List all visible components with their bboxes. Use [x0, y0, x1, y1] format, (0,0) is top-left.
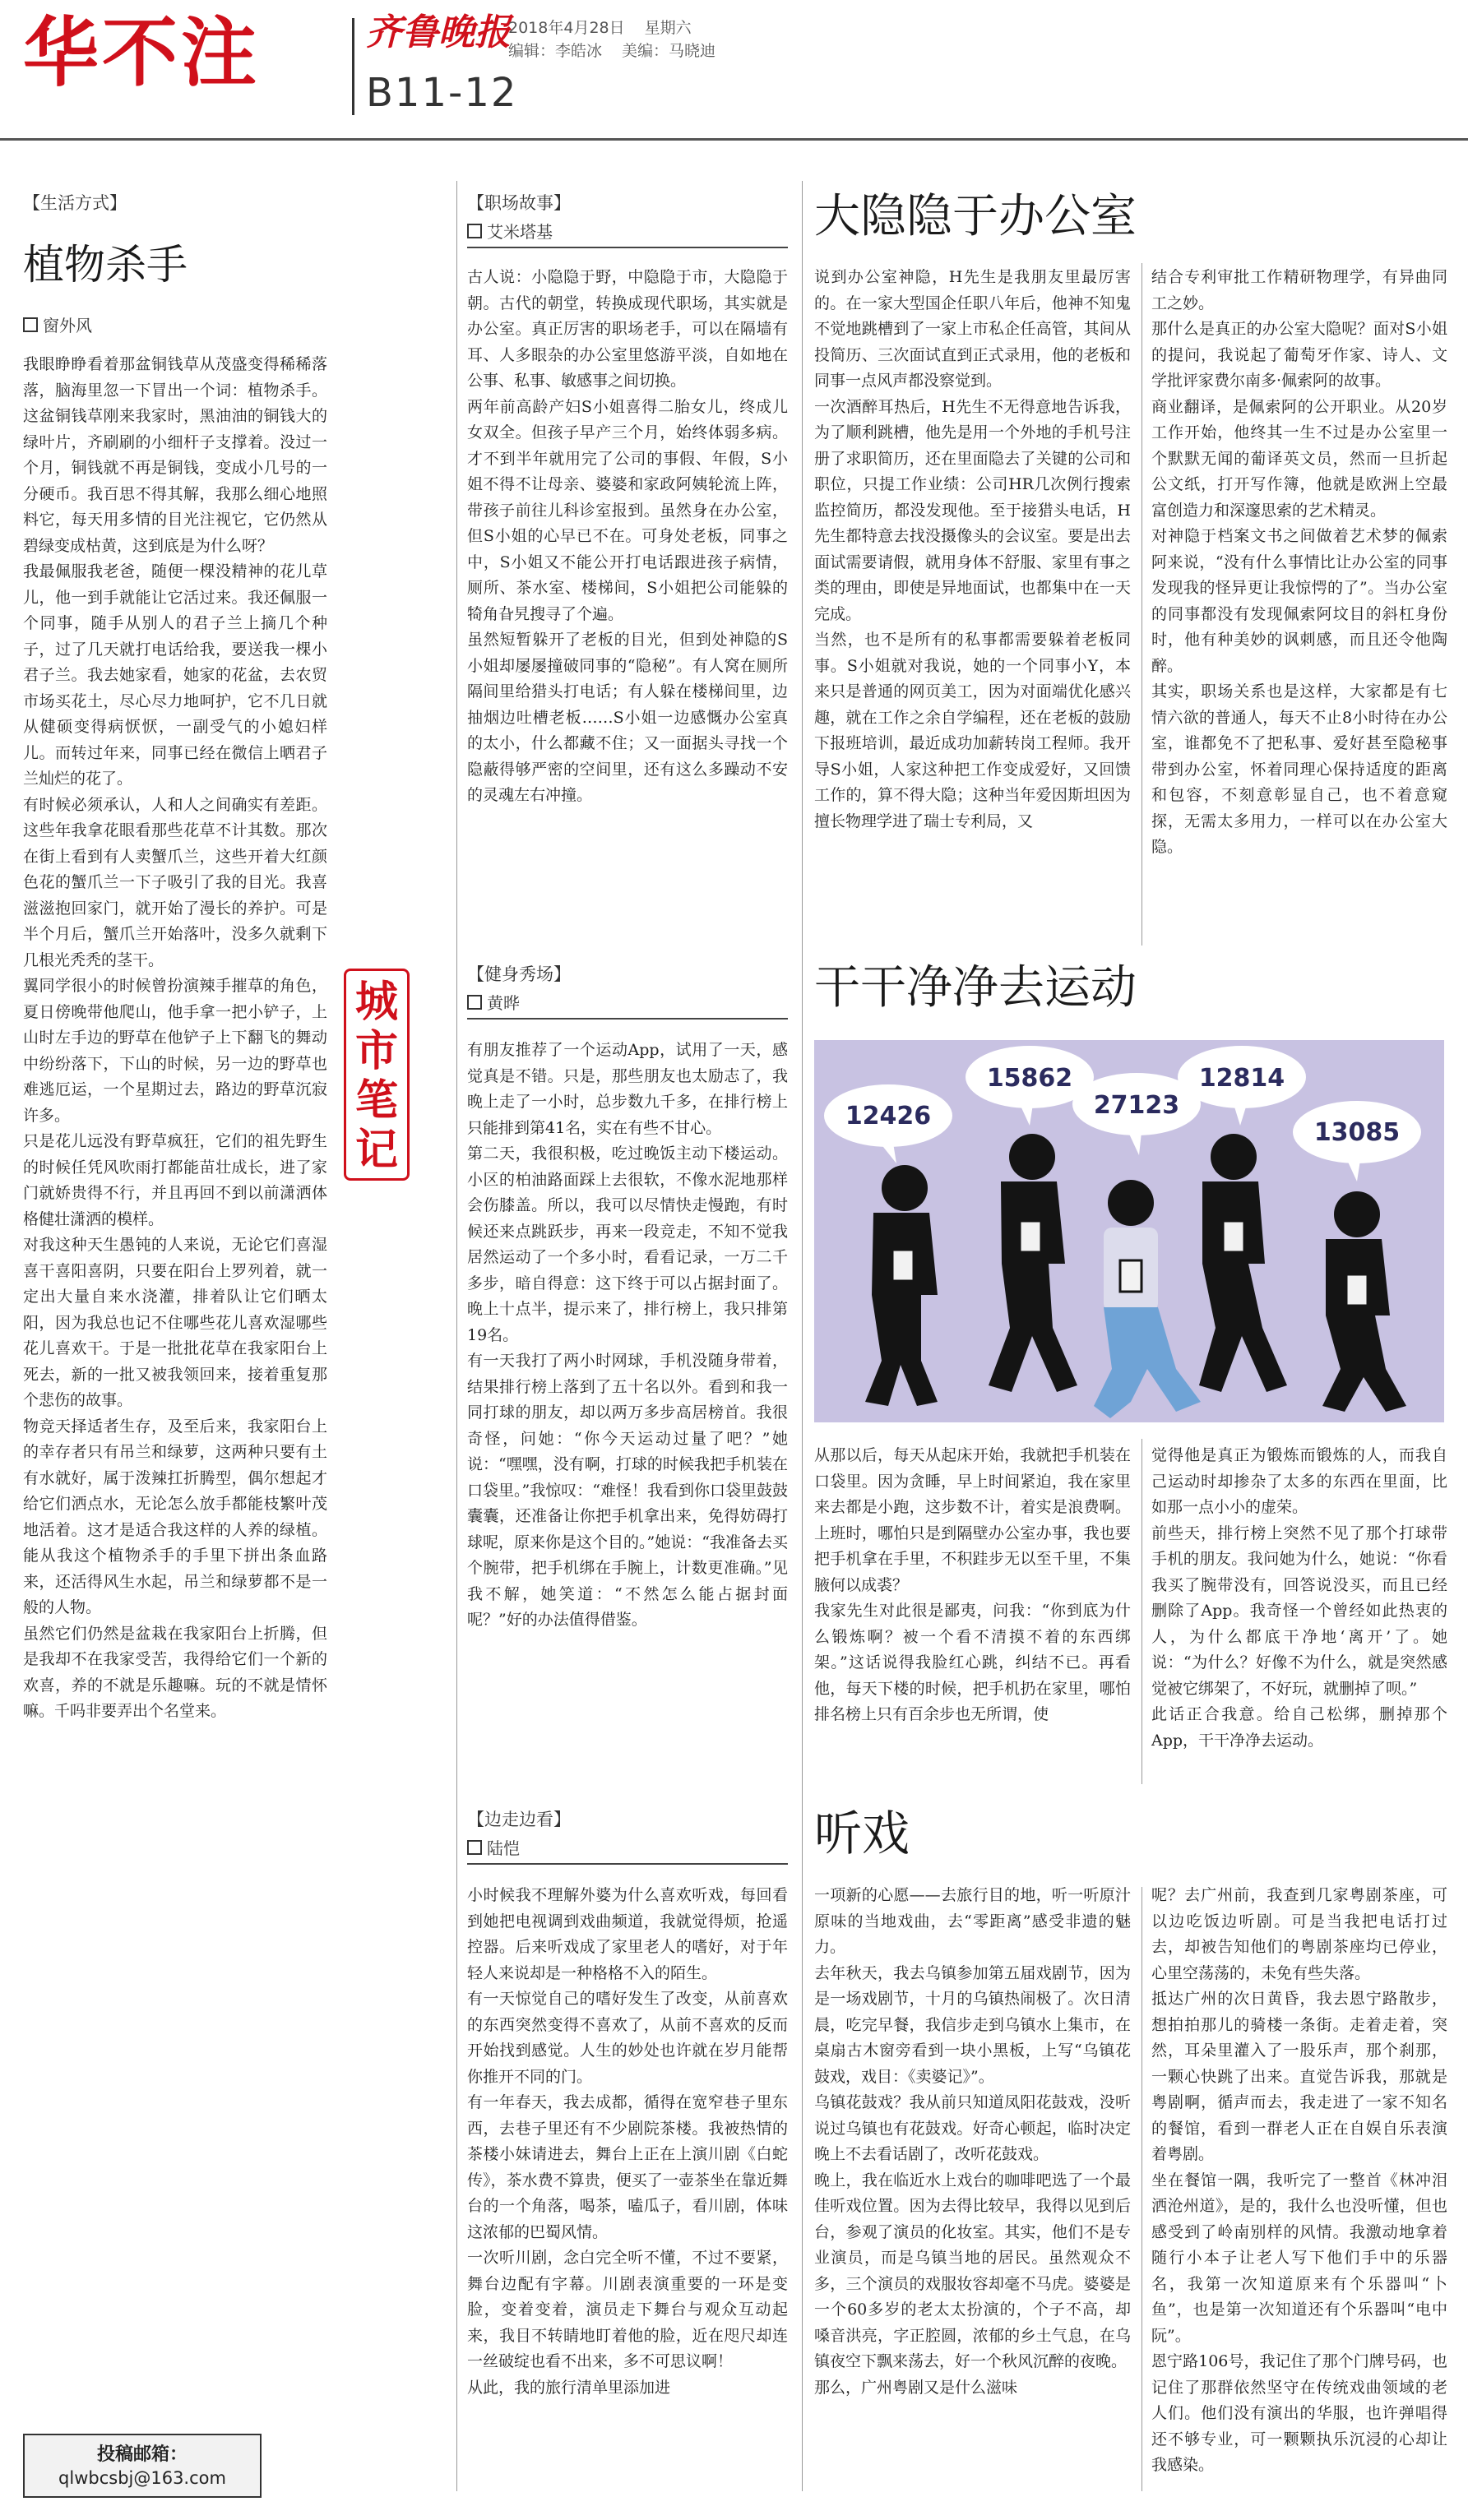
steps-label-4: 12814	[1198, 1064, 1285, 1093]
sport-rule	[467, 1018, 788, 1020]
masthead-meta	[508, 16, 735, 62]
author-sport: 黄晔	[467, 992, 520, 1015]
author-opera: 陆恺	[467, 1837, 520, 1860]
submission-email[interactable]: qlwbcsbj@163.com	[58, 2468, 226, 2488]
office-rule	[467, 247, 788, 248]
phone-5	[1346, 1274, 1368, 1306]
headline-opera: 听戏	[814, 1806, 910, 1861]
article-body-sport-2: 从那以后，每天从起床开始，我就把手机装在口袋里。因为贪睡，早上时间紧迫，我在家里来去都是小跑，这步数不计，着实是浪费啊。上班时，哪怕只是到隔壁办公室办事，我也要把手机拿在手里，不积跬步无以至千里，不集腋何以成裘？ 我家先生对此很是鄙夷，问我：“你到底为什么锻炼啊？被一个看不清摸不着的东西绑架。”这话说得我脸红心跳，纠结不已。再看他，每天下楼的时候，把手机扔在家里，哪怕排名榜上只有百余步也无所谓，使	[814, 1446, 1131, 1723]
steps-label-3: 27123	[1093, 1091, 1180, 1120]
article-body-sport-3: 觉得他是真正为锻炼而锻炼的人，而我自己运动时却掺杂了太多的东西在里面，比如那一点小小的虚荣。 前些天，排行榜上突然不见了那个打球带手机的朋友。我问她为什么，她说：“你看我买了腕带没有，回答说没买，而且已经删除了App。我奇怪一个曾经如此热衷的人，为什么都底干净地‘离开’了。她说：“为什么？好像不为什么，就是突然感觉被它绑架了，不好玩，就删掉了呗。” 此话正合我意。给自己松绑，删掉那个App，干干净净去运动。	[1151, 1446, 1447, 1750]
steps-label-1: 12426	[845, 1102, 932, 1131]
submission-box	[23, 2434, 262, 2498]
phone-2	[1020, 1221, 1041, 1252]
issue-weekday: 星期六	[644, 19, 692, 37]
illustration-svg	[814, 1040, 1444, 1422]
headline-plant-killer: 植物杀手	[23, 241, 188, 289]
section-tag-workplace: 【职场故事】	[467, 193, 571, 213]
header-rule	[0, 138, 1468, 141]
article-body-opera-3: 呢？去广州前，我查到几家粤剧茶座，可以边吃饭边听剧。可是当我把电话打过去，却被告知他们的粤剧茶座均已停业，心里空荡荡的，未免有些失落。 抵达广州的次日黄昏，我去恩宁路散步，想拍拍那儿的骑楼一条街。走着走着，突然，耳朵里灌入了一股乐声，那个刹那，一颗心快跳了出来。直觉告诉我，那就是粤剧啊，循声而去，我走进了一家不知名的餐馆，看到一群老人正在自娱自乐表演着粤剧。 坐在餐馆一隅，我听完了一整首《林冲泪洒沧州道》，是的，我什么也没听懂，但也感受到了岭南别样的风情。我激动地拿着随行小本子让老人写下他们手中的乐器名，我第一次知道原来有个乐器叫“卜鱼”，也是第一次知道还有个乐器叫“电中阮”。 恩宁路106号，我记住了那个门牌号码，也记住了那群依然坚守在传统戏曲领域的老人们。他们没有演出的华服，也许弹唱得还不够专业，可一颗颗执乐沉浸的心却让我感染。	[1151, 1886, 1447, 2474]
author-plant: 窗外风	[23, 314, 92, 337]
author-office: 艾米塔基	[467, 220, 553, 243]
section-tag-fitness: 【健身秀场】	[467, 964, 571, 984]
section-tag-travel: 【边走边看】	[467, 1810, 571, 1829]
city-notes-stamp	[344, 969, 410, 1181]
headline-sport: 干干净净去运动	[814, 961, 1137, 1015]
page-number: B11-12	[366, 70, 518, 116]
article-body-office-2: 说到办公室神隐，H先生是我朋友里最厉害的。在一家大型国企任职八年后，他神不知鬼不觉地跳槽到了一家上市私企任高管，其间从投简历、三次面试直到正式录用，他的老板和同事一点风声都没察觉到。 一次酒醉耳热后，H先生不无得意地告诉我，为了顺利跳槽，他先是用一个外地的手机号注册了求职简历，还在里面隐去了关键的公司和职位，只提工作业绩：公司HR几次例行搜索监控简历，都没发现他。至于接猎头电话，H先生都特意去找没摄像头的会议室。要是出去面试需要请假，就用身体不舒服、家里有事之类的理由，即使是异地面试，也都集中在一天完成。 当然，也不是所有的私事都需要躲着老板同事。S小姐就对我说，她的一个同事小Y，本来只是普通的网页美工，因为对面端优化感兴趣，就在工作之余自学编程，还在老板的鼓励下报班培训，最近成功加薪转岗工程师。我开导S小姐，人家这种把工作变成爱好，又回馈工作的，算不得大隐；这种当年爱因斯坦因为擅长物理学进了瑞士专利局，又	[814, 268, 1131, 830]
headline-office: 大隐隐于办公室	[814, 190, 1137, 243]
phone-center	[1120, 1260, 1142, 1292]
masthead-title: 华不注	[23, 9, 261, 97]
column-divider-2	[802, 181, 803, 2491]
article-body-plant: 我眼睁睁看着那盆铜钱草从茂盛变得稀稀落落，脑海里忽一下冒出一个词：植物杀手。这盆铜钱草刚来我家时，黑油油的铜钱大的绿叶片，齐刷刷的小细杆子支撑着。没过一个月，铜钱就不再是铜钱，变成小几号的一分硬币。我百思不得其解，我那么细心地照料它，每天用多情的目光注视它，它仍然从碧绿变成枯黄，这到底是为什么呀？ 我最佩服我老爸，随便一棵没精神的花儿草儿，他一到手就能让它活过来。我还佩服一个同事，随手从别人的君子兰上摘几个种子，过了几天就打电话给我，要送我一棵小君子兰。我去她家看，她家的花盆，去农贸市场买花土，尽心尽力地呵护，它不几日就从健硕变得病恹恹，一副受气的小媳妇样儿。而转过年来，同事已经在微信上晒君子兰灿烂的花了。 有时候必须承认，人和人之间确实有差距。这些年我拿花眼看那些花草不计其数。那次在街上看到有人卖蟹爪兰，这些开着大红颜色花的蟹爪兰一下子吸引了我的目光。我喜滋滋抱回家门，就开始了漫长的养护。可是半个月后，蟹爪兰开始落叶，没多久就剩下几根光秃秃的茎干。 翼同学很小的时候曾扮演辣手摧草的角色，夏日傍晚带他爬山，他手拿一把小铲子，上山时左手边的野草在他铲子上下翻飞的舞动中纷纷落下，下山的时候，另一边的野草也难逃厄运，一个星期过去，路边的野草沉寂许多。 只是花儿远没有野草疯狂，它们的祖先野生的时候任凭风吹雨打都能苗壮成长，进了家门就娇贵得不行，并且再回不到以前潇洒体格健壮潇洒的模样。 对我这种天生愚钝的人来说，无论它们喜湿喜干喜阳喜阴，只要在阳台上罗列着，就一定出大量自来水浇灌，排着队让它们晒太阳，因为我总也记不住哪些花儿喜欢湿哪些花儿喜欢干。于是一批批花草在我家阳台上死去，新的一批又被我领回来，接着重复那个悲伤的故事。 物竞天择适者生存，及至后来，我家阳台上的幸存者只有吊兰和绿萝，这两种只要有土有水就好，属于泼辣扛折腾型，偶尔想起才给它们洒点水，无论怎么放手都能枝繁叶茂地活着。这才是适合我这样的人养的绿植。能从我这个植物杀手的手里下拼出条血路来，还活得风生水起，吊兰和绿萝都不是一般的人物。 虽然它们仍然是盆栽在我家阳台上折腾，但是我却不在我家受苦，我得给它们一个新的欢喜，养的不就是乐趣嘛。玩的不就是情怀嘛。千吗非要弄出个名堂来。	[23, 355, 327, 1720]
stamp-text: 城市笔记	[354, 978, 398, 1175]
article-body-sport-1: 有朋友推荐了一个运动App，试用了一天，感觉真是不错。只是，那些朋友也太励志了，我晚上走了一小时，总步数九千多，在排行榜上只能排到第41名，实在有些不甘心。 第二天，我很积极，吃过晚饭主动下楼运动。小区的柏油路面踩上去很软，不像水泥地那样会伤膝盖。所以，我可以尽情快走慢跑，有时候还来点跳跃步，再来一段竞走，不知不觉我居然运动了一个多小时，看看记录，一万二千多步，暗自得意：这下终于可以占据封面了。晚上十点半，提示来了，排行榜上，我只排第19名。 有一天我打了两小时网球，手机没随身带着，结果排行榜上落到了五十名以外。看到和我一同打球的朋友，却以两万多步高居榜首。我很奇怪，问她：“你今天运动过量了吧？”她说：“嘿嘿，没有啊，打球的时候我把手机装在口袋里。”我惊叹：“难怪！我看到你口袋里鼓鼓囊囊，还准备让你把手机拿出来，免得妨碍打球呢，原来你是这个目的。”她说：“我准备去买个腕带，把手机绑在手腕上，计数更准确。”见我不解，她笑道：“不然怎么能占据封面呢？”好的办法值得借鉴。	[467, 1041, 788, 1629]
phone-1	[892, 1250, 914, 1281]
issue-date: 2018年4月28日	[508, 19, 625, 37]
phone-4	[1223, 1221, 1244, 1252]
steps-label-2: 15862	[986, 1064, 1073, 1093]
newspaper-name: 齐鲁晚报	[366, 12, 511, 53]
step-ranking-illustration	[814, 1040, 1444, 1422]
article-body-opera-1: 小时候我不理解外婆为什么喜欢听戏，每回看到她把电视调到戏曲频道，我就觉得烦，抢遥控器。后来听戏成了家里老人的嗜好，对于年轻人来说却是一种格格不入的陌生。 有一天惊觉自己的嗜好发生了改变，从前喜欢的东西突然变得不喜欢了，从前不喜欢的反而开始找到感觉。人生的妙处也许就在岁月能帮你推开不同的门。 有一年春天，我去成都，循得在宽窄巷子里东西，去巷子里还有不少剧院茶楼。我被热情的茶楼小妹请进去，舞台上正在上演川剧《白蛇传》，茶水费不算贵，便买了一壶茶坐在靠近舞台的一个角落，喝茶，嗑瓜子，看川剧，体味这浓郁的巴蜀风情。 一次听川剧，念白完全听不懂，不过不要紧，舞台边配有字幕。川剧表演重要的一环是变脸，变着变着，演员走下舞台与观众互动起来，我目不转睛地盯着他的脸，近在咫尺却连一丝破绽也看不出来，多不可思议啊！ 从此，我的旅行清单里添加进	[467, 1886, 788, 2397]
masthead-divider	[352, 18, 354, 115]
submission-label: 投稿邮箱：	[96, 2444, 188, 2465]
article-body-office-1: 古人说：小隐隐于野，中隐隐于市，大隐隐于朝。古代的朝堂，转换成现代职场，其实就是办公室。真正厉害的职场老手，可以在隔墙有耳、人多眼杂的办公室里悠游平淡，自如地在公事、私事、敏感事之间切换。 两年前高龄产妇S小姐喜得二胎女儿，终成儿女双全。但孩子早产三个月，始终体弱多病。才不到半年就用完了公司的事假、年假，S小姐不得不让母亲、婆婆和家政阿姨轮流上阵，带孩子前往儿科诊室报到。虽然身在办公室，但S小姐的心早已不在。可身处老板，同事之中，S小姐又不能公开打电话跟进孩子病情，厕所、茶水室、楼梯间，S小姐把公司能躲的犄角旮旯搜寻了个遍。 虽然短暂躲开了老板的目光，但到处神隐的S小姐却屡屡撞破同事的“隐秘”。有人窝在厕所隔间里给猎头打电话；有人躲在楼梯间里，边抽烟边吐槽老板……S小姐一边感慨办公室真的太小，什么都藏不住；又一面据头寻找一个隐蔽得够严密的空间里，还有这么多躁动不安的灵魂左右冲撞。	[467, 268, 788, 804]
column-divider-1	[456, 181, 457, 2491]
steps-label-5: 13085	[1313, 1118, 1401, 1147]
article-body-office-3: 结合专利审批工作精研物理学，有异曲同工之妙。 那什么是真正的办公室大隐呢？面对S小姐的提问，我说起了葡萄牙作家、诗人、文学批评家费尔南多·佩索阿的故事。 商业翻译，是佩索阿的公开职业。从20岁工作开始，他终其一生不过是办公室里一个默默无闻的葡译英文员，然而一旦折起公文纸，打开写作簿，他就是欧洲上空最富创造力和深邃思索的艺术精灵。 对神隐于档案文书之间做着艺术梦的佩索阿来说，“没有什么事情比让办公室的同事发现我的怪异更让我惊愕的了”。当办公室的同事都没有发现佩索阿坟目的斜杠身份时，他有种美妙的讽刺感，而且还令他陶醉。 其实，职场关系也是这样，大家都是有七情六欲的普通人，每天不止8小时待在办公室，谁都免不了把私事、爱好甚至隐秘事带到办公室，怀着同理心保持适度的距离和包容，不刻意彰显自己，也不着意窥探，无需太多用力，一样可以在办公室大隐。	[1151, 268, 1447, 856]
editor-credit: 编辑：李皓冰	[508, 42, 603, 60]
article-body-opera-2: 一项新的心愿——去旅行目的地，听一听原汁原味的当地戏曲，去“零距离”感受非遗的魅力。 去年秋天，我去乌镇参加第五届戏剧节，因为是一场戏剧节，十月的乌镇热闹极了。次日清晨，吃完早餐，我信步走到乌镇水上集市，在桌扇古木窗旁看到一块小黑板，上写“乌镇花鼓戏，戏目：《卖婆记》”。 乌镇花鼓戏？我从前只知道凤阳花鼓戏，没听说过乌镇也有花鼓戏。好奇心顿起，临时决定晚上不去看话剧了，改听花鼓戏。 晚上，我在临近水上戏台的咖啡吧选了一个最佳听戏位置。因为去得比较早，我得以见到后台，参观了演员的化妆室。其实，他们不是专业演员，而是乌镇当地的居民。虽然观众不多，三个演员的戏服妆容却毫不马虎。婆婆是一个60多岁的老太太扮演的，个子不高，却嗓音洪亮，字正腔圆，浓郁的乡土气息，在乌镇夜空下飘来荡去，好一个秋风沉醉的夜晚。 那么，广州粤剧又是什么滋味	[814, 1886, 1131, 2397]
designer-credit: 美编：马晓迪	[622, 42, 716, 60]
section-tag-lifestyle: 【生活方式】	[23, 193, 127, 213]
opera-rule	[467, 1863, 788, 1865]
